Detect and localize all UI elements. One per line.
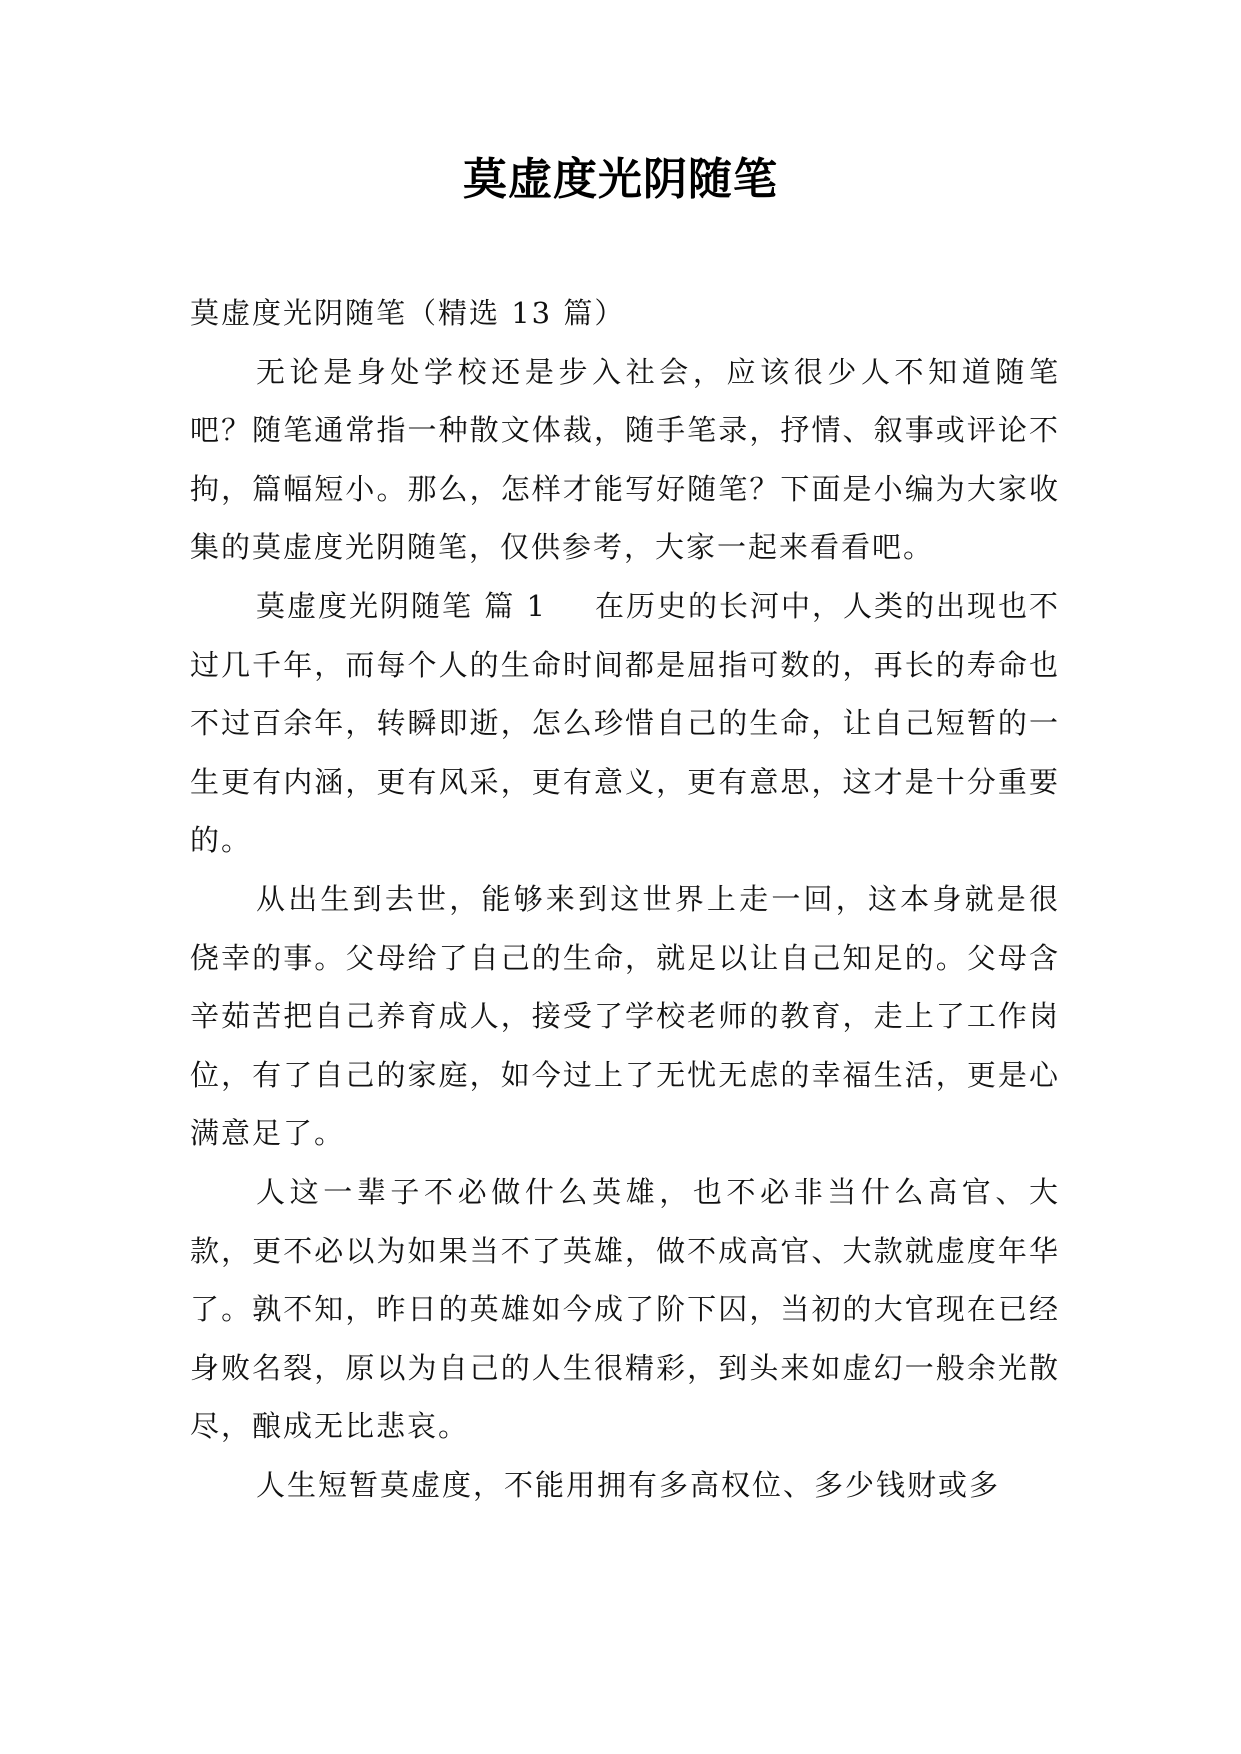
section-1-paragraph-2: 从出生到去世，能够来到这世界上走一回，这本身就是很侥幸的事。父母给了自己的生命，就足以让自己知足的。父母含辛茹苦把自己养育成人，接受了学校老师的教育，走上了工作岗位，有了自己的家庭，如今过上了无忧无虑的幸福生活，更是心满意足了。 <box>190 881 1060 1151</box>
section-1-paragraph-3: 人这一辈子不必做什么英雄，也不必非当什么高官、大款，更不必以为如果当不了英雄，做不成高官、大款就虚度年华了。孰不知，昨日的英雄如今成了阶下囚，当初的大官现在已经身败名裂，原以为自己的人生很精彩，到头来如虚幻一般余光散尽，酿成无比悲哀。 <box>190 1174 1060 1444</box>
section-1-heading: 莫虚度光阴随笔 篇 1 <box>256 588 547 623</box>
section-1-paragraph-1: 在历史的长河中，人类的出现也不过几千年，而每个人的生命时间都是屈指可数的，再长的寿命也不过百余年，转瞬即逝，怎么珍惜自己的生命，让自己短暂的一生更有内涵，更有风采，更有意义，更有意思，这才是十分重要的。 <box>190 588 1060 858</box>
section-1-paragraph-4: 人生短暂莫虚度，不能用拥有多高权位、多少钱财或多 <box>256 1467 1001 1502</box>
subtitle-line: 莫虚度光阴随笔（精选 13 篇） <box>190 296 626 330</box>
section-1-first-paragraph <box>190 577 1060 870</box>
document-title: 莫虚度光阴随笔 <box>463 154 778 205</box>
document-body <box>190 284 1060 1514</box>
intro-paragraph: 无论是身处学校还是步入社会，应该很少人不知道随笔吧？随笔通常指一种散文体裁，随手笔录，抒情、叙事或评论不拘，篇幅短小。那么，怎样才能写好随笔？下面是小编为大家收集的莫虚度光阴随笔，仅供参考，大家一起来看看吧。 <box>190 354 1060 565</box>
